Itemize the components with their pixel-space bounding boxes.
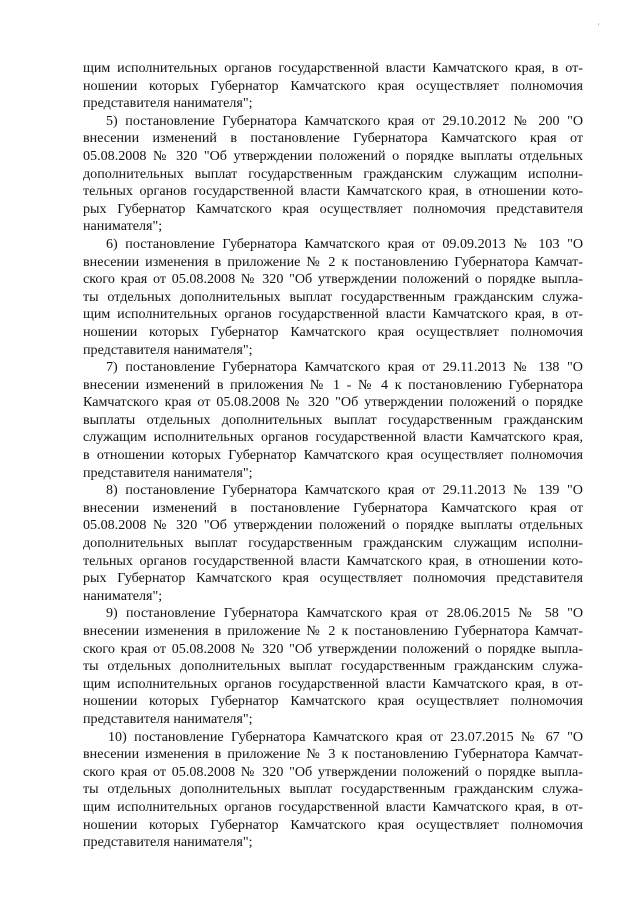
text-line: представителя нанимателя"; — [83, 341, 253, 358]
corner-mark: ' — [598, 22, 600, 31]
list-item-6 — [83, 236, 583, 359]
list-item-9 — [83, 605, 583, 728]
text-line: 8) постановление Губернатора Камчатского края от 29.11.2013 № 139 "О — [106, 482, 583, 499]
text-line: щим исполнительных органов государственной власти Камчатского края, в от- — [83, 798, 583, 815]
document-body — [83, 60, 583, 852]
text-line: нанимателя"; — [83, 218, 163, 235]
text-line: тельных органов государственной власти Камчатского края, в отношении кото- — [83, 183, 583, 200]
text-line: представителя нанимателя"; — [83, 834, 253, 851]
text-line: дополнительных выплат государственным гражданским служащим исполни- — [83, 535, 583, 552]
text-line: ского края от 05.08.2008 № 320 "Об утверждении положений о порядке выпла- — [83, 640, 583, 657]
text-line: ского края от 05.08.2008 № 320 "Об утверждении положений о порядке выпла- — [83, 271, 583, 288]
text-line: внесении изменения в приложение № 3 к постановлению Губернатора Камчат- — [83, 746, 583, 763]
text-line: внесении изменений в приложения № 1 - № 4 к постановлению Губернатора — [83, 376, 583, 393]
text-line: нанимателя"; — [83, 587, 163, 604]
list-item-7 — [83, 359, 583, 482]
text-line: представителя нанимателя"; — [83, 710, 253, 727]
paragraph-continuation — [83, 60, 583, 113]
text-line: 5) постановление Губернатора Камчатского края от 29.10.2012 № 200 "О — [106, 112, 583, 129]
text-line: внесении изменений в постановление Губернатора Камчатского края от — [83, 130, 583, 147]
text-line: 6) постановление Губернатора Камчатского края от 09.09.2013 № 103 "О — [106, 235, 583, 252]
text-line: выплаты отдельных дополнительных выплат государственным гражданским — [83, 411, 583, 428]
text-line: 9) постановление Губернатора Камчатского края от 28.06.2015 № 58 "О — [106, 605, 583, 622]
text-line: в отношении которых Губернатор Камчатского края осуществляет полномочия — [83, 447, 583, 464]
text-line: рых Губернатор Камчатского края осуществляет полномочия представителя — [83, 200, 583, 217]
text-line: ношении которых Губернатор Камчатского края осуществляет полномочия — [83, 77, 583, 94]
text-line: ношении которых Губернатор Камчатского края осуществляет полномочия — [83, 323, 583, 340]
text-line: ты отдельных дополнительных выплат государственным гражданским служа- — [83, 658, 583, 675]
text-line: тельных органов государственной власти Камчатского края, в отношении кото- — [83, 552, 583, 569]
text-line: рых Губернатор Камчатского края осуществляет полномочия представителя — [83, 570, 583, 587]
text-line: служащим исполнительных органов государственной власти Камчатского края, — [83, 429, 583, 446]
text-line: ношении которых Губернатор Камчатского края осуществляет полномочия — [83, 816, 583, 833]
list-item-8 — [83, 482, 583, 605]
text-line: представителя нанимателя"; — [83, 464, 253, 481]
text-line: Камчатского края от 05.08.2008 № 320 "Об утверждении положений о порядке — [83, 394, 583, 411]
text-line: щим исполнительных органов государственной власти Камчатского края, в от- — [83, 306, 583, 323]
text-line: 10) постановление Губернатора Камчатского края от 23.07.2015 № 67 "О — [108, 728, 583, 745]
text-line: внесении изменения в приложение № 2 к постановлению Губернатора Камчат- — [83, 253, 583, 270]
text-line: ты отдельных дополнительных выплат государственным гражданским служа- — [83, 288, 583, 305]
list-item-5 — [83, 113, 583, 236]
text-line: внесении изменений в постановление Губернатора Камчатского края от — [83, 499, 583, 516]
text-line: представителя нанимателя"; — [83, 95, 253, 112]
text-line: 05.08.2008 № 320 "Об утверждении положений о порядке выплаты отдельных — [83, 147, 583, 164]
text-line: дополнительных выплат государственным гражданским служащим исполни- — [83, 165, 583, 182]
list-item-10 — [83, 729, 583, 852]
text-line: ношении которых Губернатор Камчатского края осуществляет полномочия — [83, 693, 583, 710]
text-line: 7) постановление Губернатора Камчатского края от 29.11.2013 № 138 "О — [106, 359, 583, 376]
text-line: щим исполнительных органов государственной власти Камчатского края, в от- — [83, 675, 583, 692]
text-line: ского края от 05.08.2008 № 320 "Об утверждении положений о порядке выпла- — [83, 763, 583, 780]
text-line: ты отдельных дополнительных выплат государственным гражданским служа- — [83, 781, 583, 798]
text-line: 05.08.2008 № 320 "Об утверждении положений о порядке выплаты отдельных — [83, 517, 583, 534]
text-line: щим исполнительных органов государственной власти Камчатского края, в от- — [83, 60, 583, 76]
text-line: внесении изменения в приложение № 2 к постановлению Губернатора Камчат- — [83, 623, 583, 639]
